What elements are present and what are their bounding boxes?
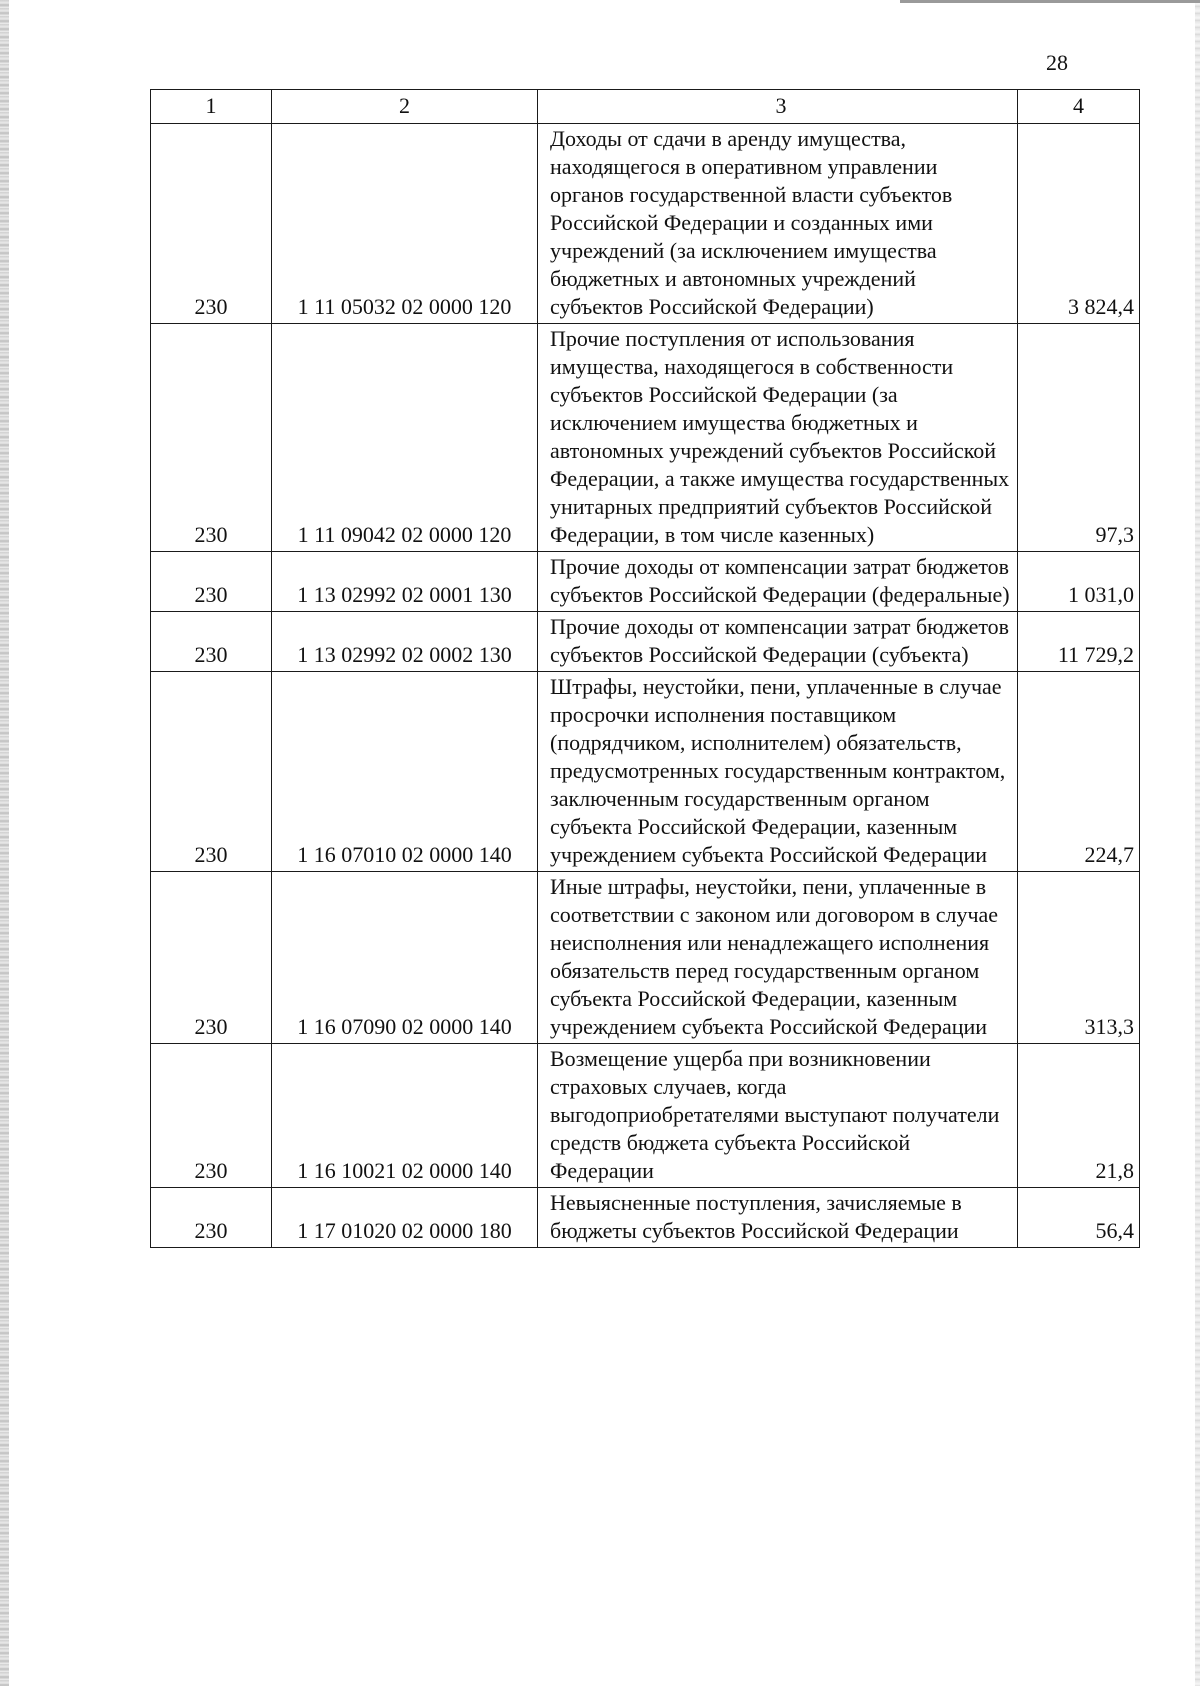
table-row	[151, 552, 1140, 612]
admin-code-cell: 230	[151, 672, 272, 872]
admin-code-cell: 230	[151, 612, 272, 672]
budget-code-cell: 1 16 10021 02 0000 140	[272, 1044, 538, 1188]
revenue-name-cell: Иные штрафы, неустойки, пени, уплаченные в соответствии с законом или договором в случае неисполнения или ненадлежащего исполнения обязательств перед государственным органом субъекта Российской Федерации, казенным учреждением субъекта Российской Федерации	[538, 872, 1018, 1044]
table-row	[151, 612, 1140, 672]
budget-code-cell: 1 13 02992 02 0001 130	[272, 552, 538, 612]
scan-edge-left	[0, 0, 9, 1686]
admin-code-cell: 230	[151, 1044, 272, 1188]
amount-cell: 1 031,0	[1018, 552, 1140, 612]
table-header-row	[151, 90, 1140, 124]
revenue-table	[150, 89, 1140, 1248]
revenue-name-cell: Прочие доходы от компенсации затрат бюджетов субъектов Российской Федерации (федеральные)	[538, 552, 1018, 612]
revenue-name-cell: Штрафы, неустойки, пени, уплаченные в случае просрочки исполнения поставщиком (подрядчиком, исполнителем) обязательств, предусмотренных государственным контрактом, заключенным государственным органом субъекта Российской Федерации, казенным учреждением субъекта Российской Федерации	[538, 672, 1018, 872]
amount-cell: 3 824,4	[1018, 124, 1140, 324]
amount-cell: 56,4	[1018, 1188, 1140, 1248]
table-row	[151, 1044, 1140, 1188]
table-row	[151, 1188, 1140, 1248]
table-row	[151, 672, 1140, 872]
header-col-1: 1	[151, 90, 272, 124]
amount-cell: 97,3	[1018, 324, 1140, 552]
admin-code-cell: 230	[151, 552, 272, 612]
header-col-4: 4	[1018, 90, 1140, 124]
revenue-name-cell: Прочие доходы от компенсации затрат бюджетов субъектов Российской Федерации (субъекта)	[538, 612, 1018, 672]
page-number: 28	[1046, 50, 1068, 75]
revenue-name-cell: Возмещение ущерба при возникновении страховых случаев, когда выгодоприобретателями выступают получатели средств бюджета субъекта Российской Федерации	[538, 1044, 1018, 1188]
admin-code-cell: 230	[151, 872, 272, 1044]
amount-cell: 21,8	[1018, 1044, 1140, 1188]
amount-cell: 11 729,2	[1018, 612, 1140, 672]
amount-cell: 313,3	[1018, 872, 1140, 1044]
table-row	[151, 872, 1140, 1044]
scan-edge-right	[1195, 0, 1200, 1686]
admin-code-cell: 230	[151, 1188, 272, 1248]
budget-code-cell: 1 16 07010 02 0000 140	[272, 672, 538, 872]
header-col-2: 2	[272, 90, 538, 124]
header-col-3: 3	[538, 90, 1018, 124]
table-row	[151, 324, 1140, 552]
amount-cell: 224,7	[1018, 672, 1140, 872]
budget-code-cell: 1 17 01020 02 0000 180	[272, 1188, 538, 1248]
table-row	[151, 124, 1140, 324]
budget-code-cell: 1 11 05032 02 0000 120	[272, 124, 538, 324]
revenue-name-cell: Невыясненные поступления, зачисляемые в бюджеты субъектов Российской Федерации	[538, 1188, 1018, 1248]
revenue-name-cell: Прочие поступления от использования имущества, находящегося в собственности субъектов Российской Федерации (за исключением имущества бюджетных и автономных учреждений субъектов Российской Федерации, а также имущества государственных унитарных предприятий субъектов Российской Федерации, в том числе казенных)	[538, 324, 1018, 552]
admin-code-cell: 230	[151, 324, 272, 552]
revenue-name-cell: Доходы от сдачи в аренду имущества, находящегося в оперативном управлении органов государственной власти субъектов Российской Федерации и созданных ими учреждений (за исключением имущества бюджетных и автономных учреждений субъектов Российской Федерации)	[538, 124, 1018, 324]
admin-code-cell: 230	[151, 124, 272, 324]
budget-code-cell: 1 13 02992 02 0002 130	[272, 612, 538, 672]
budget-code-cell: 1 16 07090 02 0000 140	[272, 872, 538, 1044]
budget-code-cell: 1 11 09042 02 0000 120	[272, 324, 538, 552]
scan-edge-top	[900, 0, 1200, 3]
